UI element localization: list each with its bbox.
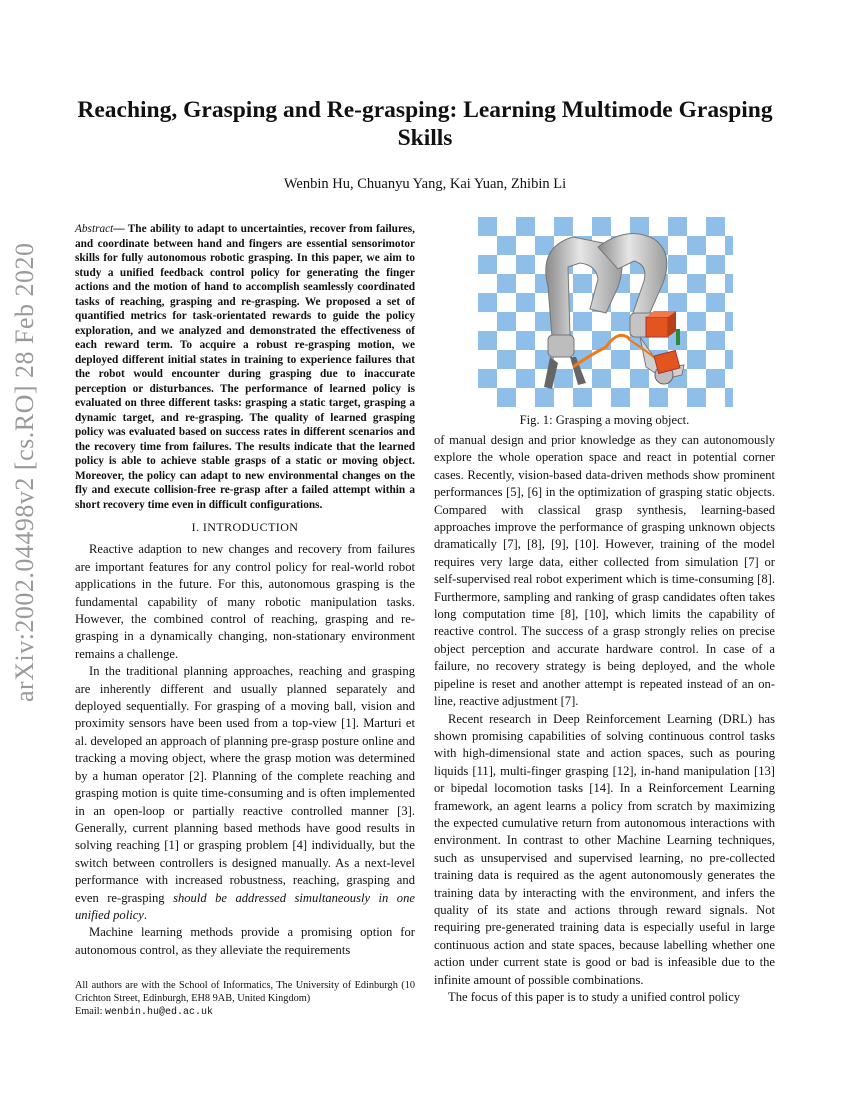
checker-tile (478, 369, 497, 388)
right-column (434, 432, 775, 1006)
checker-tile (497, 274, 516, 293)
section-heading-introduction: I. INTRODUCTION (191, 520, 299, 534)
title-line-1: Reaching, Grasping and Re-grasping: Learning Multimode Grasping (77, 97, 773, 123)
arxiv-id: arXiv:2002.04498v2 [cs.RO] 28 Feb 2020 (10, 242, 39, 702)
checker-tile (535, 388, 554, 407)
body-paragraph: In the traditional planning approaches, reaching and grasping are inherently different and usually planned separately and deployed sequentially. For grasping of a moving ball, vision and proximity sensors have been used from a top-view [1]. Marturi et al. developed an approach of planning pre-grasp posture online and tracking a moving object, where the grasp motion was determined by a human operator [2]. Planning of the complete reaching and grasping motion is quite time-consuming and is often implemented in an open-loop or partially reactive controlled manner [3]. Generally, current planning based methods have good results in solving reaching [1] or grasping problem [4] individually, but the switch between controllers is designed manually. As a next-level performance with increased robustness, reaching, grasping and even re-grasping should be addressed simultaneously in one unified policy. (75, 664, 415, 922)
checker-tile (478, 217, 497, 236)
paper-title (75, 96, 775, 152)
checker-tile (668, 217, 687, 236)
abstract (75, 222, 415, 512)
figure-robot-grasping (478, 217, 733, 407)
checker-tile (592, 331, 611, 350)
figure-caption: Fig. 1: Grasping a moving object. (519, 413, 690, 427)
abstract-label: Abstract (75, 223, 114, 235)
checker-tile (706, 255, 725, 274)
body-paragraph: Reactive adaption to new changes and recovery from failures are important features for any control policy for real-world robot applications in the future. For this, autonomous grasping is the fundamental capability of many robotic manipulation tasks. However, the combined control of reaching, grasping and re-grasping in a dynamically changing, non-stationary environment remains a challenge. (75, 542, 415, 661)
checker-tile (706, 217, 725, 236)
checker-tile (573, 274, 592, 293)
checker-tile (516, 293, 535, 312)
checker-tile (630, 369, 649, 388)
checker-tile (725, 388, 733, 407)
checker-tile (478, 293, 497, 312)
checker-tile (706, 331, 725, 350)
checker-tile (592, 369, 611, 388)
checker-tile (573, 388, 592, 407)
checker-tile (478, 255, 497, 274)
checker-tile (516, 331, 535, 350)
title-line-2: Skills (397, 125, 453, 151)
checker-tile (554, 217, 573, 236)
body-paragraph: Machine learning methods provide a promising option for autonomous control, as they alleviate the requirements (75, 925, 415, 957)
author-affiliation-footnote (75, 979, 415, 1019)
checker-tile (478, 331, 497, 350)
footnote-email: wenbin.hu@ed.ac.uk (105, 1007, 214, 1018)
checker-tile (611, 388, 630, 407)
paragraph-text: In the traditional planning approaches, reaching and grasping are inherently different and usually planned separately and deployed sequentially. For grasping of a moving ball, vision and proximity sensors have been used from a top-view [1]. Marturi et al. developed an approach of planning pre-grasp posture online and tracking a moving object, where the grasp motion was determined by a human operator [2]. Planning of the complete reaching and grasping motion is quite time-consuming and is often implemented in an open-loop or partially reactive controlled manner [3]. Generally, current planning based methods have good results in solving reaching [1] or grasping problem [4] individually, but the switch between controllers is designed manually. As a next-level performance with increased robustness, reaching, grasping and even re-grasping (75, 664, 415, 905)
checker-tile (687, 312, 706, 331)
checker-tile (516, 255, 535, 274)
checker-tile (554, 369, 573, 388)
checker-tile (725, 312, 733, 331)
checker-tile (687, 350, 706, 369)
checker-tile (668, 293, 687, 312)
body-paragraph: of manual design and prior knowledge as they can autonomously explore the whole operation space and react in potential corner cases. Recently, vision-based data-driven methods show prominent performances [5], [6] in the optimization of grasping static objects. Compared with classical grasp synthesis, learning-based approaches improve the performance of grasping unknown objects dramatically [7], [8], [9], [10]. However, training of the model requires very large data, either collected from simulation [7] or self-supervised real robot experiment which is time-consuming [8]. Furthermore, sampling and ranking of grasp candidates often takes long computation time [8], [10], which limits the capability of reactive control. The success of a grasp strongly relies on precise object perception and accurate hardware control. In case of a failure, no recovery strategy is being deployed, and the whole pipeline is reset and another attempt is repeated instead of an on-line, reactive adjustment [7]. (434, 433, 775, 709)
footnote-text: All authors are with the School of Informatics, The University of Edinburgh (10 Crichton Street, Edinburgh, EH8 9AB, United Kingdom) (75, 980, 415, 1004)
checker-tile (725, 350, 733, 369)
checker-tile (611, 350, 630, 369)
checker-tile (687, 236, 706, 255)
checker-tile (725, 274, 733, 293)
body-paragraph: Recent research in Deep Reinforcement Learning (DRL) has shown promising capabilities of solving continuous control tasks with high-dimensional state and action spaces, such as pouring liquids [11], multi-finger grasping [12], in-hand manipulation [13] or bipedal locomotion tasks [14]. In a Reinforcement Learning framework, an agent learns a policy from scratch by maximizing the expected cumulative return from autonomous interactions with environment. In contrast to other Machine Learning techniques, such as unsupervised and supervised learning, no pre-collected training data is required as the agent autonomously generates the training data by interacting with the environment, and infers the quality of its state and actions through reward signals. Not requiring pre-generated training data is especially useful in large continuous action and state spaces, because labelling whether one action under current state is good or bad is infeasible due to the infinite amount of possible combinations. (434, 711, 775, 987)
checker-tile (497, 388, 516, 407)
checker-tile (706, 293, 725, 312)
emphasized-text: should be addressed simultaneously in one unified policy (75, 890, 415, 922)
checker-tile (516, 217, 535, 236)
robot-grasping-illustration (478, 217, 733, 407)
checker-tile (611, 312, 630, 331)
author-list: Wenbin Hu, Chuanyu Yang, Kai Yuan, Zhibin Li (283, 176, 567, 192)
body-paragraph: The focus of this paper is to study a unified control policy (448, 990, 741, 1004)
target-marker (676, 329, 680, 345)
checker-tile (668, 255, 687, 274)
checker-tile (516, 369, 535, 388)
checker-tile (649, 388, 668, 407)
checker-tile (497, 312, 516, 331)
left-column (75, 222, 415, 959)
checker-tile (706, 369, 725, 388)
checker-tile (592, 217, 611, 236)
footnote-email-label: Email: (75, 1006, 103, 1017)
abstract-text: — The ability to adapt to uncertainties, recover from failures, and coordinate between hand and fingers are essential sensorimotor skills for fully autonomous robotic grasping. In this paper, we aim to study a unified feedback control policy for generating the finger actions and the motion of hand to accomplish seamlessly coordinated tasks of reaching, grasping and re-grasping. We proposed a set of quantified metrics for task-orientated rewards to guide the policy exploration, and we analyzed and demonstrated the effectiveness of each reward term. To acquire a robust re-grasping motion, we deployed different initial states in training to experience failures that the robot would encounter during grasping due to inaccurate perception or disturbances. The performance of learned policy is evaluated on three different tasks: grasping a static target, grasping a dynamic target, and re-grasping. The quality of learned grasping policy was evaluated based on success rates in different scenarios and the recovery time from failures. The results indicate that the learned policy is able to achieve stable grasps of a static or moving object. Moreover, the policy can adapt to new environmental changes on the fly and execute collision-free re-grasp after a failed attempt within a short recovery time even in difficult configurations. (75, 223, 415, 511)
checker-tile (573, 312, 592, 331)
checker-tile (497, 236, 516, 255)
checker-tile (497, 350, 516, 369)
checker-tile (687, 274, 706, 293)
checker-tile (687, 388, 706, 407)
checker-tile (725, 236, 733, 255)
